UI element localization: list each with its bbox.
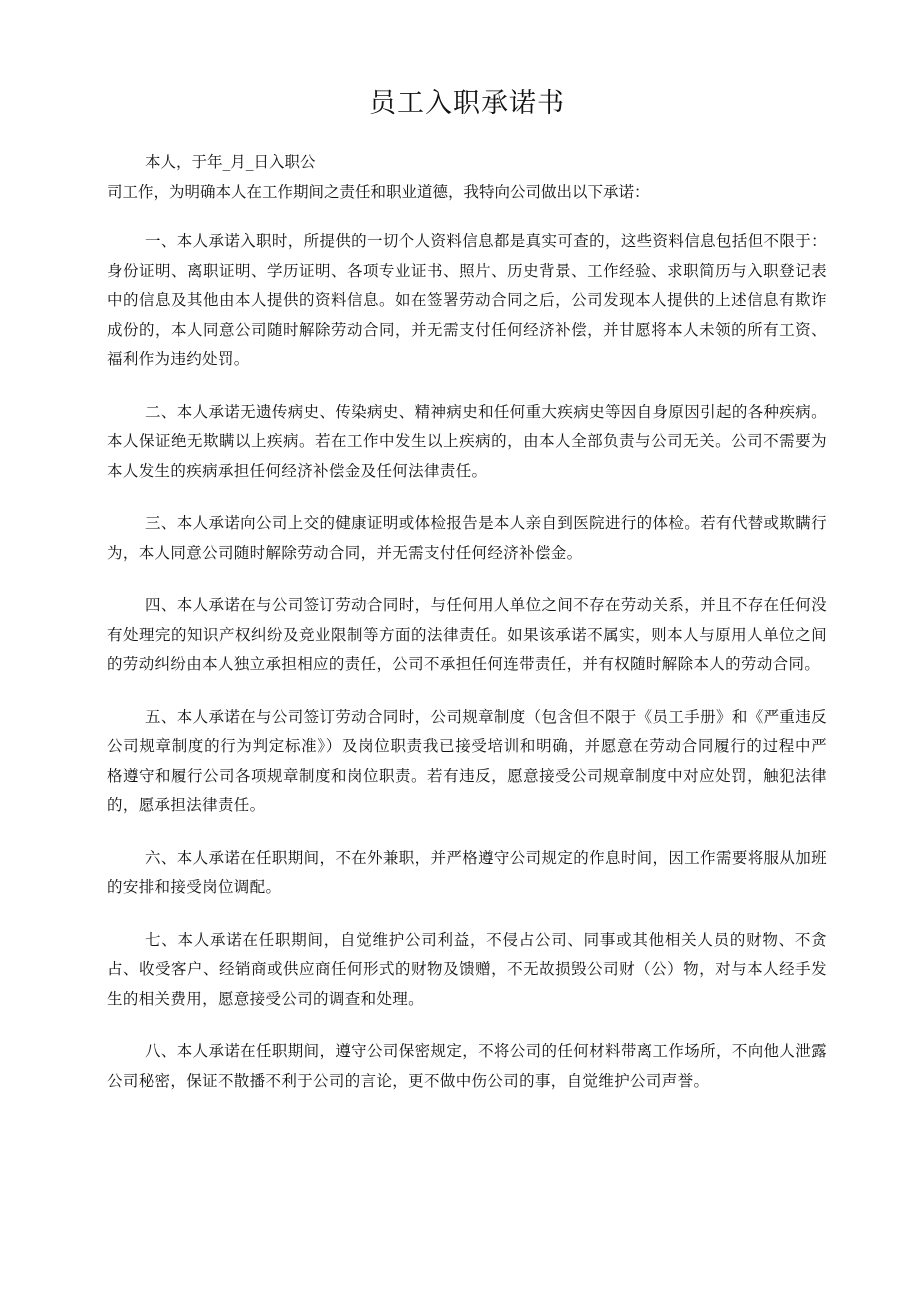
intro-line-2: 司工作，为明确本人在工作期间之责任和职业道德，我特向公司做出以下承诺： <box>107 183 650 201</box>
clause-list <box>107 227 827 1119</box>
clause-5: 五、本人承诺在与公司签订劳动合同时，公司规章制度（包含但不限于《员工手册》和《严重违反公司规章制度的行为判定标准》）及岗位职责我已接受培训和明确，并愿意在劳动合同履行的过程中严格遵守和履行公司各项规章制度和岗位职责。若有违反，愿意接受公司规章制度中对应处罚，触犯法律的，愿承担法律责任。 <box>107 707 827 814</box>
clause-8: 八、本人承诺在任职期间，遵守公司保密规定，不将公司的任何材料带离工作场所，不向他人泄露公司秘密，保证不散播不利于公司的言论，更不做中伤公司的事，自觉维护公司声誉。 <box>107 1042 827 1090</box>
intro-line-1: 本人，于年_月_日入职公 <box>145 153 316 171</box>
clause-2: 二、本人承诺无遗传病史、传染病史、精神病史和任何重大疾病史等因自身原因引起的各种疾病。本人保证绝无欺瞒以上疾病。若在工作中发生以上疾病的，由本人全部负责与公司无关。公司不需要为本人发生的疾病承担任何经济补偿金及任何法律责任。 <box>107 402 827 480</box>
clause-1: 一、本人承诺入职时，所提供的一切个人资料信息都是真实可查的，这些资料信息包括但不限于：身份证明、离职证明、学历证明、各项专业证书、照片、历史背景、工作经验、求职简历与入职登记表中的信息及其他由本人提供的资料信息。如在签署劳动合同之后，公司发现本人提供的上述信息有欺诈成份的，本人同意公司随时解除劳动合同，并无需支付任何经济补偿，并甘愿将本人未领的所有工资、福利作为违约处罚。 <box>107 232 827 368</box>
clause-6: 六、本人承诺在任职期间，不在外兼职，并严格遵守公司规定的作息时间，因工作需要将服从加班的安排和接受岗位调配。 <box>107 848 827 896</box>
clause-3: 三、本人承诺向公司上交的健康证明或体检报告是本人亲自到医院进行的体检。若有代替或欺瞒行为，本人同意公司随时解除劳动合同，并无需支付任何经济补偿金。 <box>107 514 827 562</box>
clause-4: 四、本人承诺在与公司签订劳动合同时，与任何用人单位之间不存在劳动关系，并且不存在任何没有处理完的知识产权纠纷及竞业限制等方面的法律责任。如果该承诺不属实，则本人与原用人单位之间的劳动纠纷由本人独立承担相应的责任，公司不承担任何连带责任，并有权随时解除本人的劳动合同。 <box>107 596 827 673</box>
page-title: 员工入职承诺书 <box>369 88 565 119</box>
clause-7: 七、本人承诺在任职期间，自觉维护公司利益，不侵占公司、同事或其他相关人员的财物、不贪占、收受客户、经销商或供应商任何形式的财物及馈赠，不无故损毁公司财（公）物，对与本人经手发生的相关费用，愿意接受公司的调查和处理。 <box>107 930 827 1008</box>
